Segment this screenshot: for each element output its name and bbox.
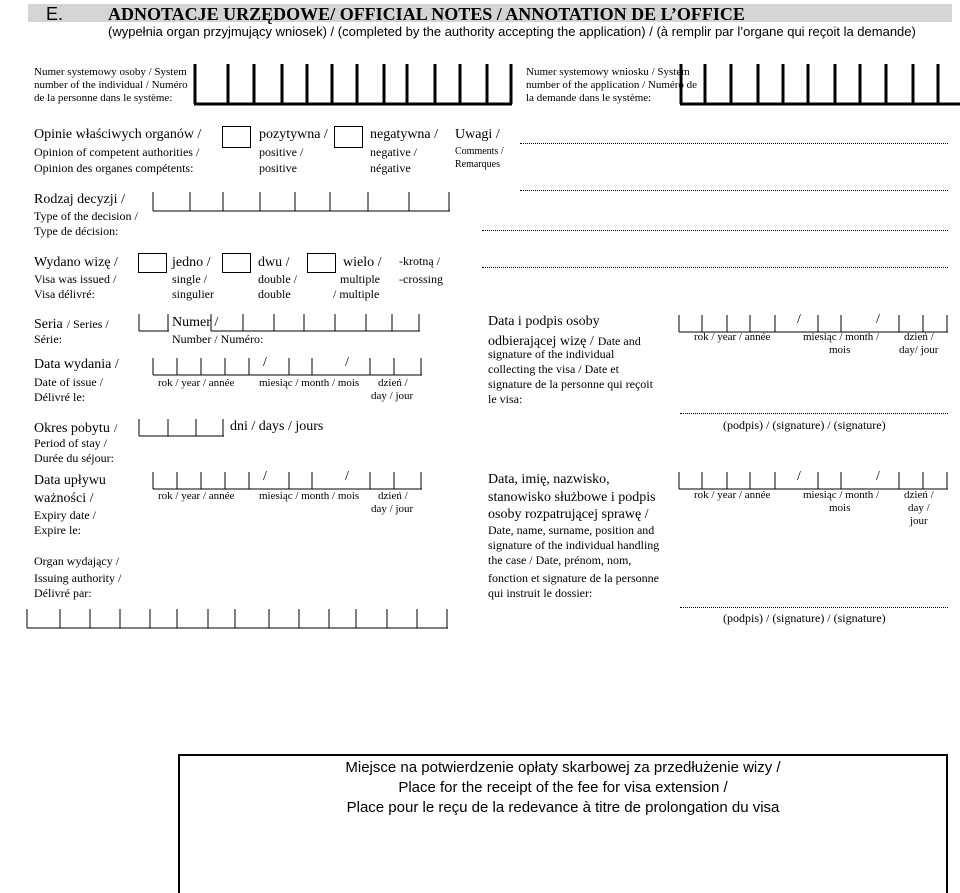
collect-signature-line[interactable] bbox=[680, 413, 948, 414]
section-title: ADNOTACJE URZĘDOWE/ OFFICIAL NOTES / ANNOTATION DE L’OFFICE bbox=[108, 4, 745, 24]
handler-signature-caption: (podpis) / (signature) / (signature) bbox=[723, 611, 886, 625]
handler-date-month: miesiąc / month / bbox=[803, 489, 880, 501]
crossing-label: -krotną / bbox=[399, 254, 440, 268]
number-label-en: Number / Numéro: bbox=[172, 332, 264, 346]
remarks-line-2[interactable] bbox=[520, 190, 948, 191]
issue-date-slash-2: / bbox=[345, 355, 349, 370]
stay-label-en: Period of stay / bbox=[34, 436, 107, 450]
series-label bbox=[34, 315, 109, 333]
issue-date-label: Data wydania / bbox=[34, 357, 119, 372]
double-label-fr: double bbox=[258, 287, 291, 301]
collect-date-month: miesiąc / month / bbox=[803, 331, 880, 343]
fee-receipt-line-3: Place pour le reçu de la redevance à titre de prolongation du visa bbox=[346, 799, 780, 816]
collect-label-2a: odbierającej wizę / bbox=[488, 334, 594, 349]
issue-date-year: rok / year / année bbox=[158, 377, 235, 389]
collect-date-slash-2: / bbox=[876, 312, 880, 327]
handler-date-field[interactable] bbox=[678, 470, 950, 490]
expiry-date-year: rok / year / année bbox=[158, 490, 235, 502]
application-number-label-3: la demande dans le système: bbox=[526, 92, 652, 104]
issue-date-field[interactable] bbox=[152, 356, 424, 376]
person-number-label-2: number of the individual / Numéro bbox=[34, 79, 188, 91]
visa-issued-label-fr: Visa délivré: bbox=[34, 287, 95, 301]
issue-date-day: dzień / bbox=[378, 377, 408, 389]
expiry-label: Data upływu bbox=[34, 473, 106, 488]
collect-date-field[interactable] bbox=[678, 313, 950, 333]
collect-date-day: dzień / bbox=[904, 331, 934, 343]
negative-label: negatywna / bbox=[370, 127, 439, 142]
handler-label-4: Date, name, surname, position and bbox=[488, 523, 655, 537]
fee-receipt-box[interactable] bbox=[178, 754, 948, 893]
negative-checkbox[interactable] bbox=[334, 126, 363, 148]
handler-label: Data, imię, nazwisko, bbox=[488, 472, 610, 487]
decision-label-fr: Type de décision: bbox=[34, 224, 119, 238]
stay-days-label: dni / days / jours bbox=[230, 419, 324, 434]
collect-date-year: rok / year / année bbox=[694, 331, 771, 343]
fee-receipt-line-1: Miejsce na potwierdzenie opłaty skarbowej za przedłużenie wizy / bbox=[345, 759, 781, 776]
negative-label-en: negative / bbox=[370, 145, 417, 159]
decision-label-en: Type of the decision / bbox=[34, 209, 138, 223]
expiry-label-2: ważności / bbox=[34, 491, 94, 506]
opinion-label-fr: Opinion des organes compétents: bbox=[34, 161, 194, 175]
handler-label-5: signature of the individual handling bbox=[488, 538, 660, 552]
expiry-date-field[interactable] bbox=[152, 470, 424, 490]
issue-date-day-2: day / jour bbox=[371, 390, 414, 402]
positive-checkbox[interactable] bbox=[222, 126, 251, 148]
stay-label bbox=[34, 419, 117, 437]
multiple-label-en: multiple bbox=[340, 272, 380, 286]
stay-label-fr: Durée du séjour: bbox=[34, 451, 114, 465]
positive-label-fr: positive bbox=[259, 161, 297, 175]
remarks-label-fr: Remarques bbox=[455, 159, 500, 170]
collect-label: Data i podpis osoby bbox=[488, 314, 600, 329]
stay-days-field[interactable] bbox=[138, 417, 226, 437]
single-label-en: single / bbox=[172, 272, 207, 286]
handler-date-year: rok / year / année bbox=[694, 489, 771, 501]
handler-date-day: dzień / bbox=[904, 489, 934, 501]
multiple-checkbox[interactable] bbox=[307, 253, 336, 273]
visa-issued-label: Wydano wizę / bbox=[34, 255, 118, 270]
crossing-label-en: -crossing bbox=[399, 272, 443, 286]
person-number-label: Numer systemowy osoby / System bbox=[34, 66, 187, 78]
visa-issued-line[interactable] bbox=[482, 267, 948, 268]
section-letter: E. bbox=[46, 4, 64, 24]
application-number-label: Numer systemowy wniosku / System bbox=[526, 66, 690, 78]
issue-date-label-en: Date of issue / bbox=[34, 375, 103, 389]
person-number-label-3: de la personne dans le système: bbox=[34, 92, 173, 104]
handler-label-8: qui instruit le dossier: bbox=[488, 586, 593, 600]
collect-label-2b: Date and bbox=[597, 334, 641, 348]
fee-receipt-line-2: Place for the receipt of the fee for visa extension / bbox=[398, 779, 728, 796]
stay-label-slash: / bbox=[113, 421, 118, 435]
positive-label: pozytywna / bbox=[259, 127, 328, 142]
handler-signature-line[interactable] bbox=[680, 607, 948, 608]
handler-date-slash-2: / bbox=[876, 469, 880, 484]
handler-date-day-3: jour bbox=[910, 515, 928, 527]
positive-label-en: positive / bbox=[259, 145, 304, 159]
application-number-label-2: number of the application / Numéro de bbox=[526, 79, 698, 91]
handler-label-2: stanowisko służbowe i podpis bbox=[488, 490, 656, 505]
handler-label-6: the case / Date, prénom, nom, bbox=[488, 553, 632, 567]
handler-date-month-2: mois bbox=[829, 502, 851, 514]
issue-date-slash-1: / bbox=[263, 355, 267, 370]
double-label-en: double / bbox=[258, 272, 297, 286]
expiry-label-en: Expiry date / bbox=[34, 508, 96, 522]
negative-label-fr: négative bbox=[370, 161, 411, 175]
handler-date-day-2: day / bbox=[908, 502, 930, 514]
expiry-date-day: dzień / bbox=[378, 490, 408, 502]
application-number-field[interactable] bbox=[678, 62, 960, 106]
single-label: jedno / bbox=[172, 255, 211, 270]
number-field[interactable] bbox=[210, 312, 422, 332]
collect-label-5: signature de la personne qui reçoit bbox=[488, 377, 653, 391]
double-checkbox[interactable] bbox=[222, 253, 251, 273]
expiry-date-slash-2: / bbox=[345, 469, 349, 484]
remarks-label-en: Comments / bbox=[455, 146, 504, 157]
series-label-pl: Seria bbox=[34, 317, 63, 332]
double-label: dwu / bbox=[258, 255, 290, 270]
visa-issued-label-en: Visa was issued / bbox=[34, 272, 117, 286]
multiple-label: wielo / bbox=[343, 255, 382, 270]
issue-date-label-fr: Délivré le: bbox=[34, 390, 85, 404]
collect-date-day-2: day/ jour bbox=[899, 344, 939, 356]
collect-label-4: collecting the visa / Date et bbox=[488, 362, 619, 376]
single-checkbox[interactable] bbox=[138, 253, 167, 273]
single-label-fr: singulier bbox=[172, 287, 214, 301]
expiry-date-day-2: day / jour bbox=[371, 503, 414, 515]
stay-label-pl: Okres pobytu bbox=[34, 421, 110, 436]
series-label-fr: Série: bbox=[34, 332, 62, 346]
collect-date-slash-1: / bbox=[797, 312, 801, 327]
multiple-label-fr: / multiple bbox=[333, 287, 380, 301]
collect-signature-caption: (podpis) / (signature) / (signature) bbox=[723, 418, 886, 432]
person-number-field[interactable] bbox=[192, 62, 514, 106]
opinion-label: Opinie właściwych organów / bbox=[34, 127, 202, 142]
handler-label-3: osoby rozpatrującej sprawę / bbox=[488, 507, 649, 522]
decision-label: Rodzaj decyzji / bbox=[34, 192, 125, 207]
collect-label-3: signature of the individual bbox=[488, 347, 615, 361]
collect-label-6: le visa: bbox=[488, 392, 523, 406]
authority-label-fr: Délivré par: bbox=[34, 586, 92, 600]
handler-date-slash-1: / bbox=[797, 469, 801, 484]
decision-field[interactable] bbox=[152, 190, 452, 212]
expiry-date-slash-1: / bbox=[263, 469, 267, 484]
decision-line[interactable] bbox=[482, 230, 948, 231]
issue-date-month: miesiąc / month / mois bbox=[259, 377, 360, 389]
authority-label-en: Issuing authority / bbox=[34, 571, 122, 585]
collect-date-month-2: mois bbox=[829, 344, 851, 356]
series-label-en: / Series / bbox=[66, 317, 109, 331]
expiry-label-fr: Expire le: bbox=[34, 523, 81, 537]
authority-label: Organ wydający / bbox=[34, 554, 120, 568]
remarks-label: Uwagi / bbox=[455, 127, 500, 142]
section-subtitle: (wypełnia organ przyjmujący wniosek) / (completed by the authority accepting the application) / (à remplir par l’organe qui reçoit la demande) bbox=[108, 24, 916, 39]
series-field[interactable] bbox=[138, 312, 170, 332]
handler-label-7: fonction et signature de la personne bbox=[488, 571, 659, 585]
remarks-line-1[interactable] bbox=[520, 143, 948, 144]
opinion-label-en: Opinion of competent authorities / bbox=[34, 145, 200, 159]
expiry-date-month: miesiąc / month / mois bbox=[259, 490, 360, 502]
number-label: Numer / bbox=[172, 315, 219, 330]
authority-field[interactable] bbox=[26, 607, 450, 629]
